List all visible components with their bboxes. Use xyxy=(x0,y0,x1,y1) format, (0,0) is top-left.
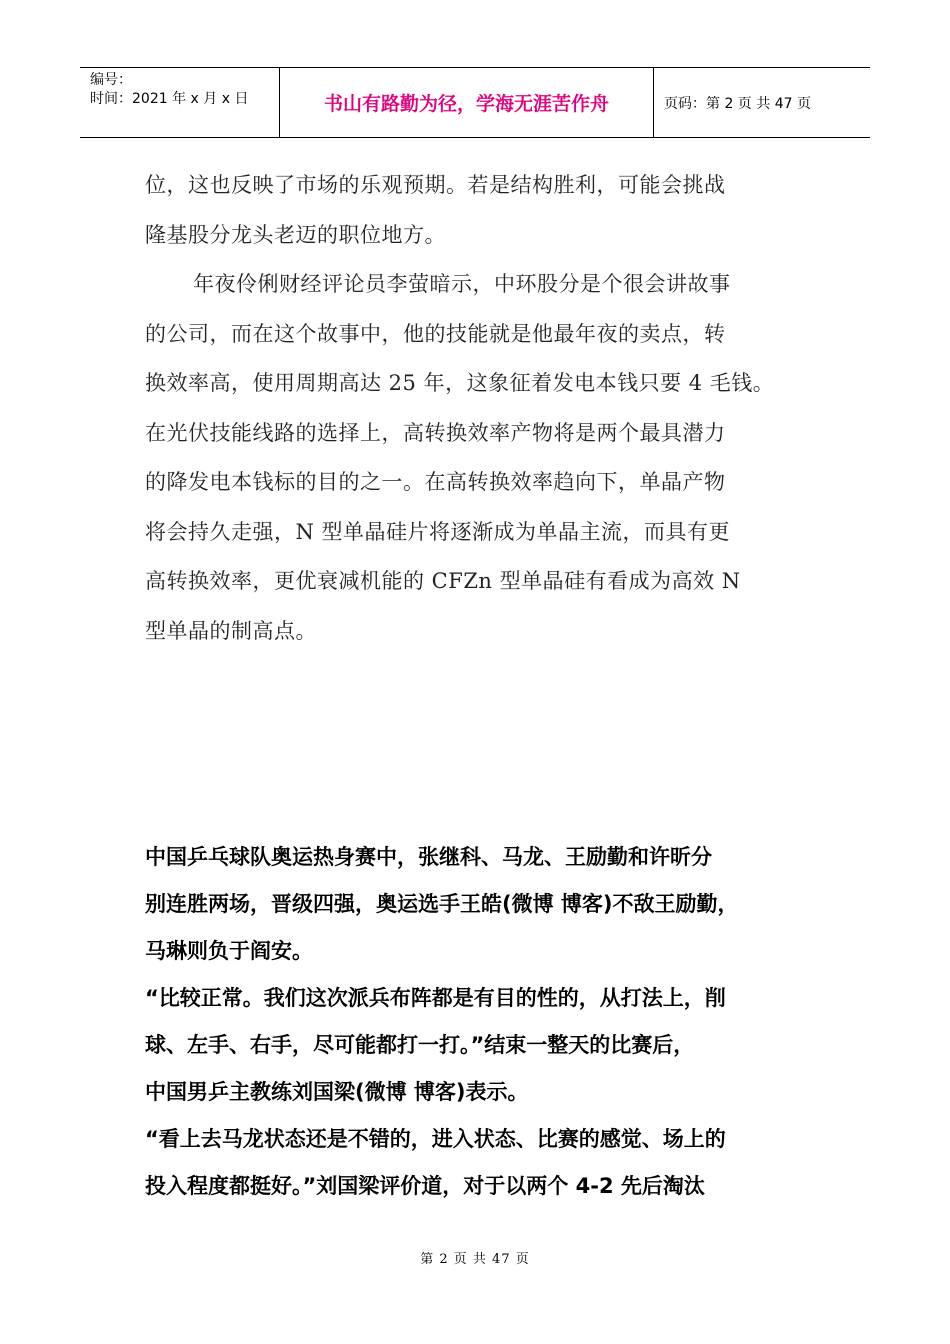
text-line: 型单晶的制高点。 xyxy=(145,618,317,643)
bold-line: 马琳则负于阎安。 xyxy=(145,939,313,963)
page-footer: 第 2 页 共 47 页 xyxy=(420,1252,530,1267)
bold-block-2 xyxy=(145,975,825,1116)
document-number-label: 编号： xyxy=(90,72,132,88)
paragraph-1 xyxy=(145,161,810,260)
text-line: 高转换效率，更优衰减机能的 CFZn 型单晶硅有看成为高效 N xyxy=(145,569,741,593)
bold-line: “看上去马龙状态还是不错的，进入状态、比赛的感觉、场上的 xyxy=(145,1127,726,1151)
header-motto: 书山有路勤为径，学海无涯苦作舟 xyxy=(280,68,654,137)
text-line: 换效率高，使用周期高达 25 年，这象征着发电本钱只要 4 毛钱。 xyxy=(145,371,775,395)
page-header xyxy=(80,67,870,138)
document-time-label: 时间：2021 年 x 月 x 日 xyxy=(90,91,249,107)
bold-block-1 xyxy=(145,834,825,975)
bold-block-3 xyxy=(145,1116,825,1210)
bold-line: 别连胜两场，晋级四强，奥运选手王皓(微博 博客)不敌王励勤， xyxy=(145,892,739,916)
text-line: 的公司，而在这个故事中，他的技能就是他最年夜的卖点，转 xyxy=(145,321,726,346)
text-line: 年夜伶俐财经评论员李萤暗示，中环股分是个很会讲故事 xyxy=(193,272,731,296)
text-line: 位，这也反映了市场的乐观预期。若是结构胜利，可能会挑战 xyxy=(145,173,726,197)
bold-line: “比较正常。我们这次派兵布阵都是有目的性的，从打法上，削 xyxy=(145,986,726,1010)
bold-line: 投入程度都挺好。”刘国梁评价道，对于以两个 4-2 先后淘汰 xyxy=(145,1174,705,1198)
text-line: 隆基股分龙头老迈的职位地方。 xyxy=(145,222,446,247)
bold-line: 球、左手、右手，尽可能都打一打。”结束一整天的比赛后， xyxy=(145,1033,695,1057)
bold-line: 中国乒乓球队奥运热身赛中，张继科、马龙、王励勤和许昕分 xyxy=(145,845,712,869)
text-line: 将会持久走强，N 型单晶硅片将逐渐成为单晶主流，而具有更 xyxy=(145,519,731,544)
header-page-info: 页码：第 2 页 共 47 页 xyxy=(664,95,811,112)
bold-line: 中国男乒主教练刘国梁(微博 博客)表示。 xyxy=(145,1080,529,1104)
text-line: 的降发电本钱标的目的之一。在高转换效率趋向下，单晶产物 xyxy=(145,470,726,494)
header-meta-cell xyxy=(80,68,280,137)
text-line: 在光伏技能线路的选择上，高转换效率产物将是两个最具潜力 xyxy=(145,420,726,445)
paragraph-2 xyxy=(145,260,810,656)
